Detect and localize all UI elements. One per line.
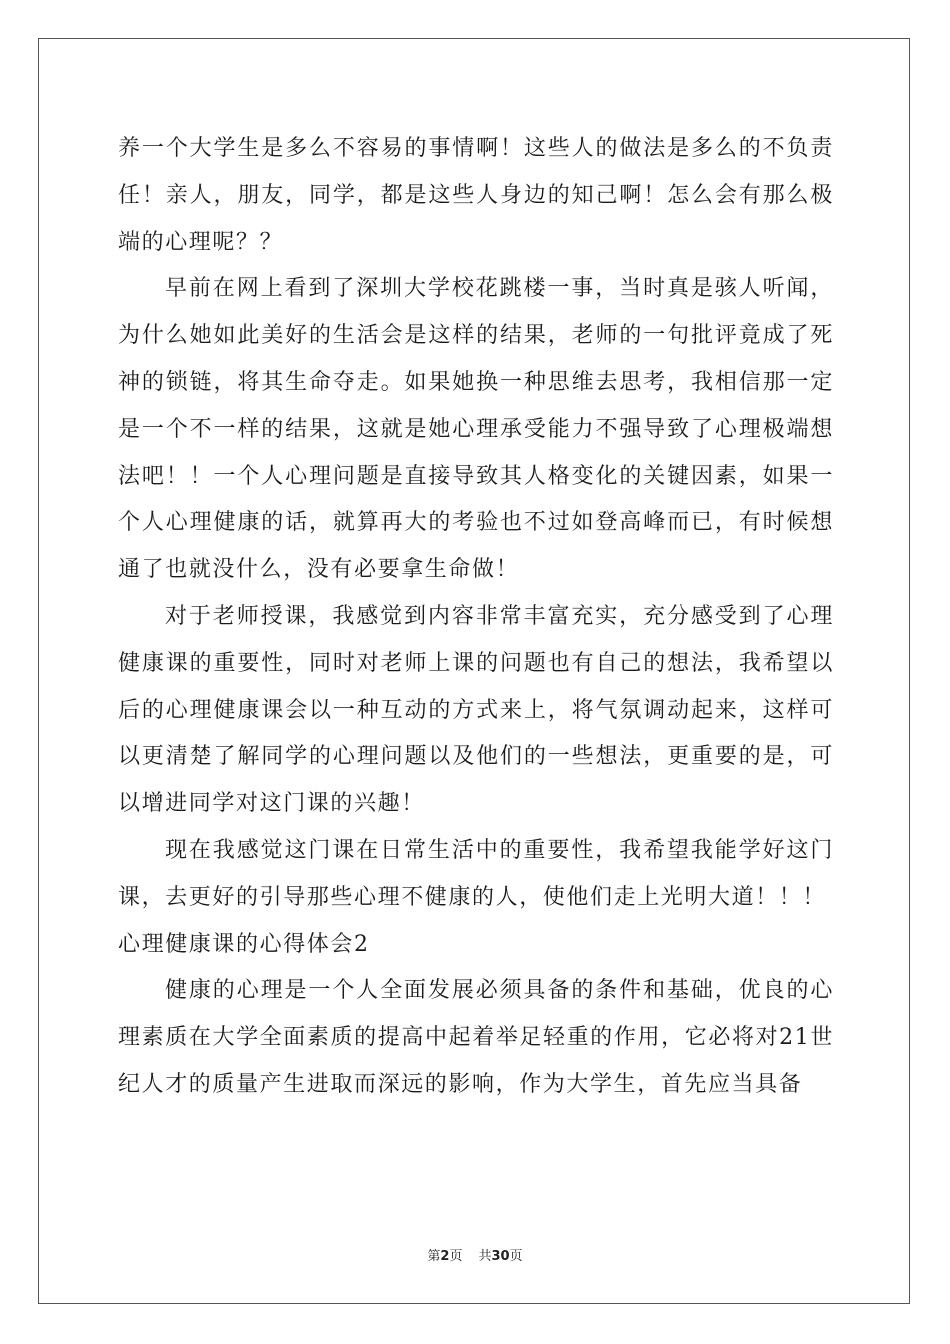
page-footer (0, 1245, 950, 1264)
total-pages: 30 (491, 1249, 510, 1264)
paragraph-teacher-course: 对于老师授课，我感觉到内容非常丰富充实，充分感受到了心理健康课的重要性，同时对老师上课的问题也有自己的想法，我希望以后的心理健康课会以一种互动的方式来上，将气氛调动起来，这样可以更清楚了解同学的心理问题以及他们的一些想法，更重要的是，可以增进同学对这门课的兴趣！ (118, 603, 834, 817)
section-heading: 心理健康课的心得体会2 (118, 931, 370, 957)
page-prefix: 第 (427, 1249, 441, 1264)
paragraph-importance: 现在我感觉这门课在日常生活中的重要性，我希望我能学好这门课，去更好的引导那些心理不健康的人，使他们走上光明大道！！！ (118, 837, 834, 910)
page-suffix: 页 (449, 1249, 463, 1264)
page-number: 2 (440, 1249, 450, 1264)
total-prefix: 共 (478, 1249, 492, 1264)
paragraph-healthy-mind: 健康的心理是一个人全面发展必须具备的条件和基础，优良的心理素质在大学全面素质的提高中起着举足轻重的作用，它必将对21世纪人才的质量产生进取而深远的影响，作为大学生，首先应当具备 (118, 978, 834, 1097)
paragraph-shenzhen-incident: 早前在网上看到了深圳大学校花跳楼一事，当时真是骇人听闻，为什么她如此美好的生活会是这样的结果，老师的一句批评竟成了死神的锁链，将其生命夺走。如果她换一种思维去思考，我相信那一定是一个不一样的结果，这就是她心理承受能力不强导致了心理极端想法吧！！一个人心理问题是直接导致其人格变化的关键因素，如果一个人心理健康的话，就算再大的考验也不过如登高峰而已，有时候想通了也就没什么，没有必要拿生命做！ (118, 276, 834, 583)
paragraph-continuation: 养一个大学生是多么不容易的事情啊！这些人的做法是多么的不负责任！亲人，朋友，同学，都是这些人身边的知己啊！怎么会有那么极端的心理呢？？ (118, 136, 834, 255)
document-body (118, 126, 834, 1109)
total-suffix: 页 (509, 1249, 523, 1264)
